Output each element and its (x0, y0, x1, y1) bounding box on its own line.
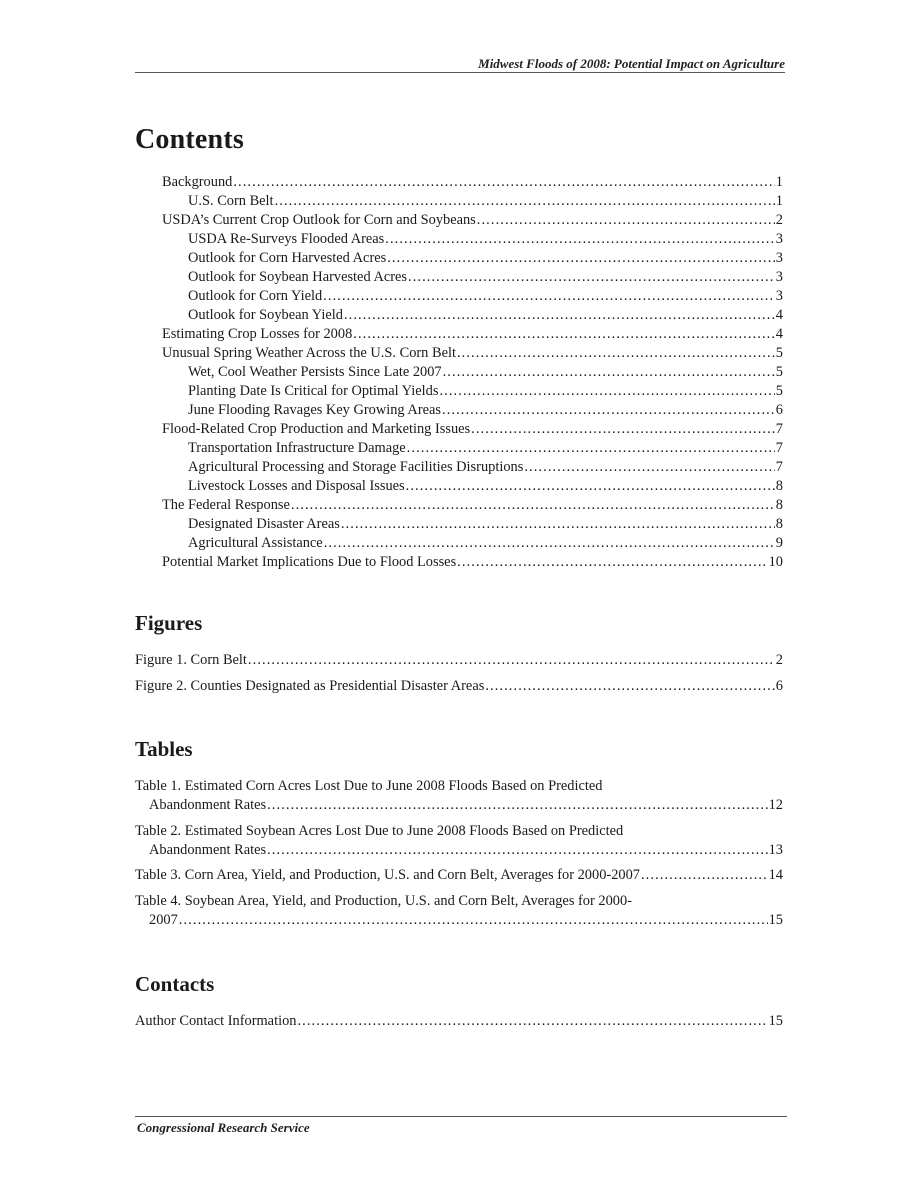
toc-entry-soybean-harvested-acres[interactable]: Outlook for Soybean Harvested Acres ..... 3 (188, 268, 783, 287)
contact-entry-author[interactable]: Author Contact Information ..... 15 (135, 1012, 783, 1031)
toc-entry-us-corn-belt[interactable]: U.S. Corn Belt ..... 1 (188, 192, 783, 211)
toc-entry-usda-resurveys[interactable]: USDA Re-Surveys Flooded Areas ..... 3 (188, 230, 783, 249)
toc-entry-usda-crop-outlook[interactable]: USDA’s Current Crop Outlook for Corn and Soybeans ..... 2 (162, 211, 783, 230)
figure-entry-1[interactable]: Figure 1. Corn Belt ..... 2 (135, 651, 783, 670)
toc-entry-designated-disaster-areas[interactable]: Designated Disaster Areas ..... 8 (188, 515, 783, 534)
toc-entry-federal-response[interactable]: The Federal Response ..... 8 (162, 496, 783, 515)
toc-entry-planting-date[interactable]: Planting Date Is Critical for Optimal Yields ..... 5 (188, 382, 783, 401)
running-header: Midwest Floods of 2008: Potential Impact on Agriculture (478, 56, 785, 71)
running-footer: Congressional Research Service (137, 1120, 310, 1135)
toc-entry-market-implications[interactable]: Potential Market Implications Due to Flood Losses ..... 10 (162, 553, 783, 572)
contacts-heading: Contacts (135, 972, 215, 996)
toc-entry-wet-cool-weather[interactable]: Wet, Cool Weather Persists Since Late 2007 ..... 5 (188, 363, 783, 382)
toc-entry-transportation-damage[interactable]: Transportation Infrastructure Damage ..... 7 (188, 439, 783, 458)
table-entry-4-line1[interactable]: Table 4. Soybean Area, Yield, and Production, U.S. and Corn Belt, Averages for 2000- (135, 893, 632, 909)
tables-heading: Tables (135, 737, 193, 761)
figures-heading: Figures (135, 611, 203, 635)
figure-entry-2[interactable]: Figure 2. Counties Designated as Presidential Disaster Areas ..... 6 (135, 677, 783, 696)
toc-entry-soybean-yield[interactable]: Outlook for Soybean Yield ..... 4 (188, 306, 783, 325)
table-entry-4-line2[interactable]: 2007 ..... 15 (149, 911, 783, 930)
toc-entry-corn-yield[interactable]: Outlook for Corn Yield ..... 3 (188, 287, 783, 306)
contents-heading: Contents (135, 124, 244, 155)
table-entry-2-line1[interactable]: Table 2. Estimated Soybean Acres Lost Due to June 2008 Floods Based on Predicted (135, 823, 624, 839)
toc-entry-background[interactable]: Background ..... 1 (162, 173, 783, 192)
table-entry-1-line2[interactable]: Abandonment Rates ..... 12 (149, 796, 783, 815)
toc-entry-estimating-crop-losses[interactable]: Estimating Crop Losses for 2008 ..... 4 (162, 325, 783, 344)
toc-entry-flood-related-issues[interactable]: Flood-Related Crop Production and Marketing Issues ..... 7 (162, 420, 783, 439)
footer-rule (135, 1116, 787, 1117)
toc-entry-agricultural-assistance[interactable]: Agricultural Assistance ..... 9 (188, 534, 783, 553)
toc-entry-livestock-losses[interactable]: Livestock Losses and Disposal Issues ..... 8 (188, 477, 783, 496)
toc-entry-processing-storage[interactable]: Agricultural Processing and Storage Facilities Disruptions ..... 7 (188, 458, 783, 477)
table-entry-3[interactable]: Table 3. Corn Area, Yield, and Production, U.S. and Corn Belt, Averages for 2000-2007 ..... 14 (135, 866, 783, 885)
toc-entry-june-flooding[interactable]: June Flooding Ravages Key Growing Areas ..... 6 (188, 401, 783, 420)
toc-entry-corn-harvested-acres[interactable]: Outlook for Corn Harvested Acres ..... 3 (188, 249, 783, 268)
table-entry-1-line1[interactable]: Table 1. Estimated Corn Acres Lost Due to June 2008 Floods Based on Predicted (135, 778, 603, 794)
table-entry-2-line2[interactable]: Abandonment Rates ..... 13 (149, 841, 783, 860)
header-rule (135, 72, 785, 73)
toc-entry-unusual-spring-weather[interactable]: Unusual Spring Weather Across the U.S. Corn Belt ..... 5 (162, 344, 783, 363)
